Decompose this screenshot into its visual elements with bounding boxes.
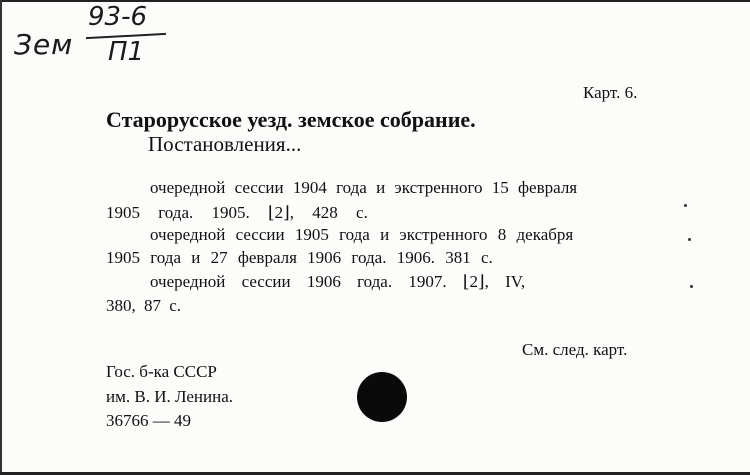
entry-line: очередной сессии 1905 года и экстренного 8 декабря: [150, 225, 574, 244]
handwritten-shelfmark-bottom: П1: [108, 37, 145, 67]
card-subheading: Постановления...: [148, 132, 302, 156]
entry-line: 1905 года и 27 февраля 1906 года. 1906. 381 с.: [106, 248, 493, 267]
entry-line: 380, 87 с.: [106, 296, 182, 315]
speck: [690, 285, 693, 288]
handwritten-shelfmark-top: 93-6: [88, 2, 148, 32]
speck: [684, 204, 687, 207]
handwritten-section-mark: Зем: [14, 28, 74, 61]
library-name: Гос. б-ка СССР: [106, 362, 217, 381]
cross-reference: См. след. карт.: [522, 340, 628, 359]
entry-line: очередной сессии 1904 года и экстренного 15 февраля: [150, 178, 578, 197]
card-number: Карт. 6.: [583, 83, 638, 102]
library-code: 36766 — 49: [106, 411, 191, 430]
card-heading: Старорусское уезд. земское собрание.: [106, 107, 476, 132]
card-left-edge: [0, 0, 2, 475]
punch-hole: [357, 372, 407, 422]
speck: [688, 238, 691, 241]
entry-line: 1905 года. 1905. ⌊2⌋, 428 с.: [106, 203, 368, 222]
entry-line: очередной сессии 1906 года. 1907. ⌊2⌋, IV,: [150, 272, 526, 291]
library-name: им. В. И. Ленина.: [106, 387, 234, 406]
